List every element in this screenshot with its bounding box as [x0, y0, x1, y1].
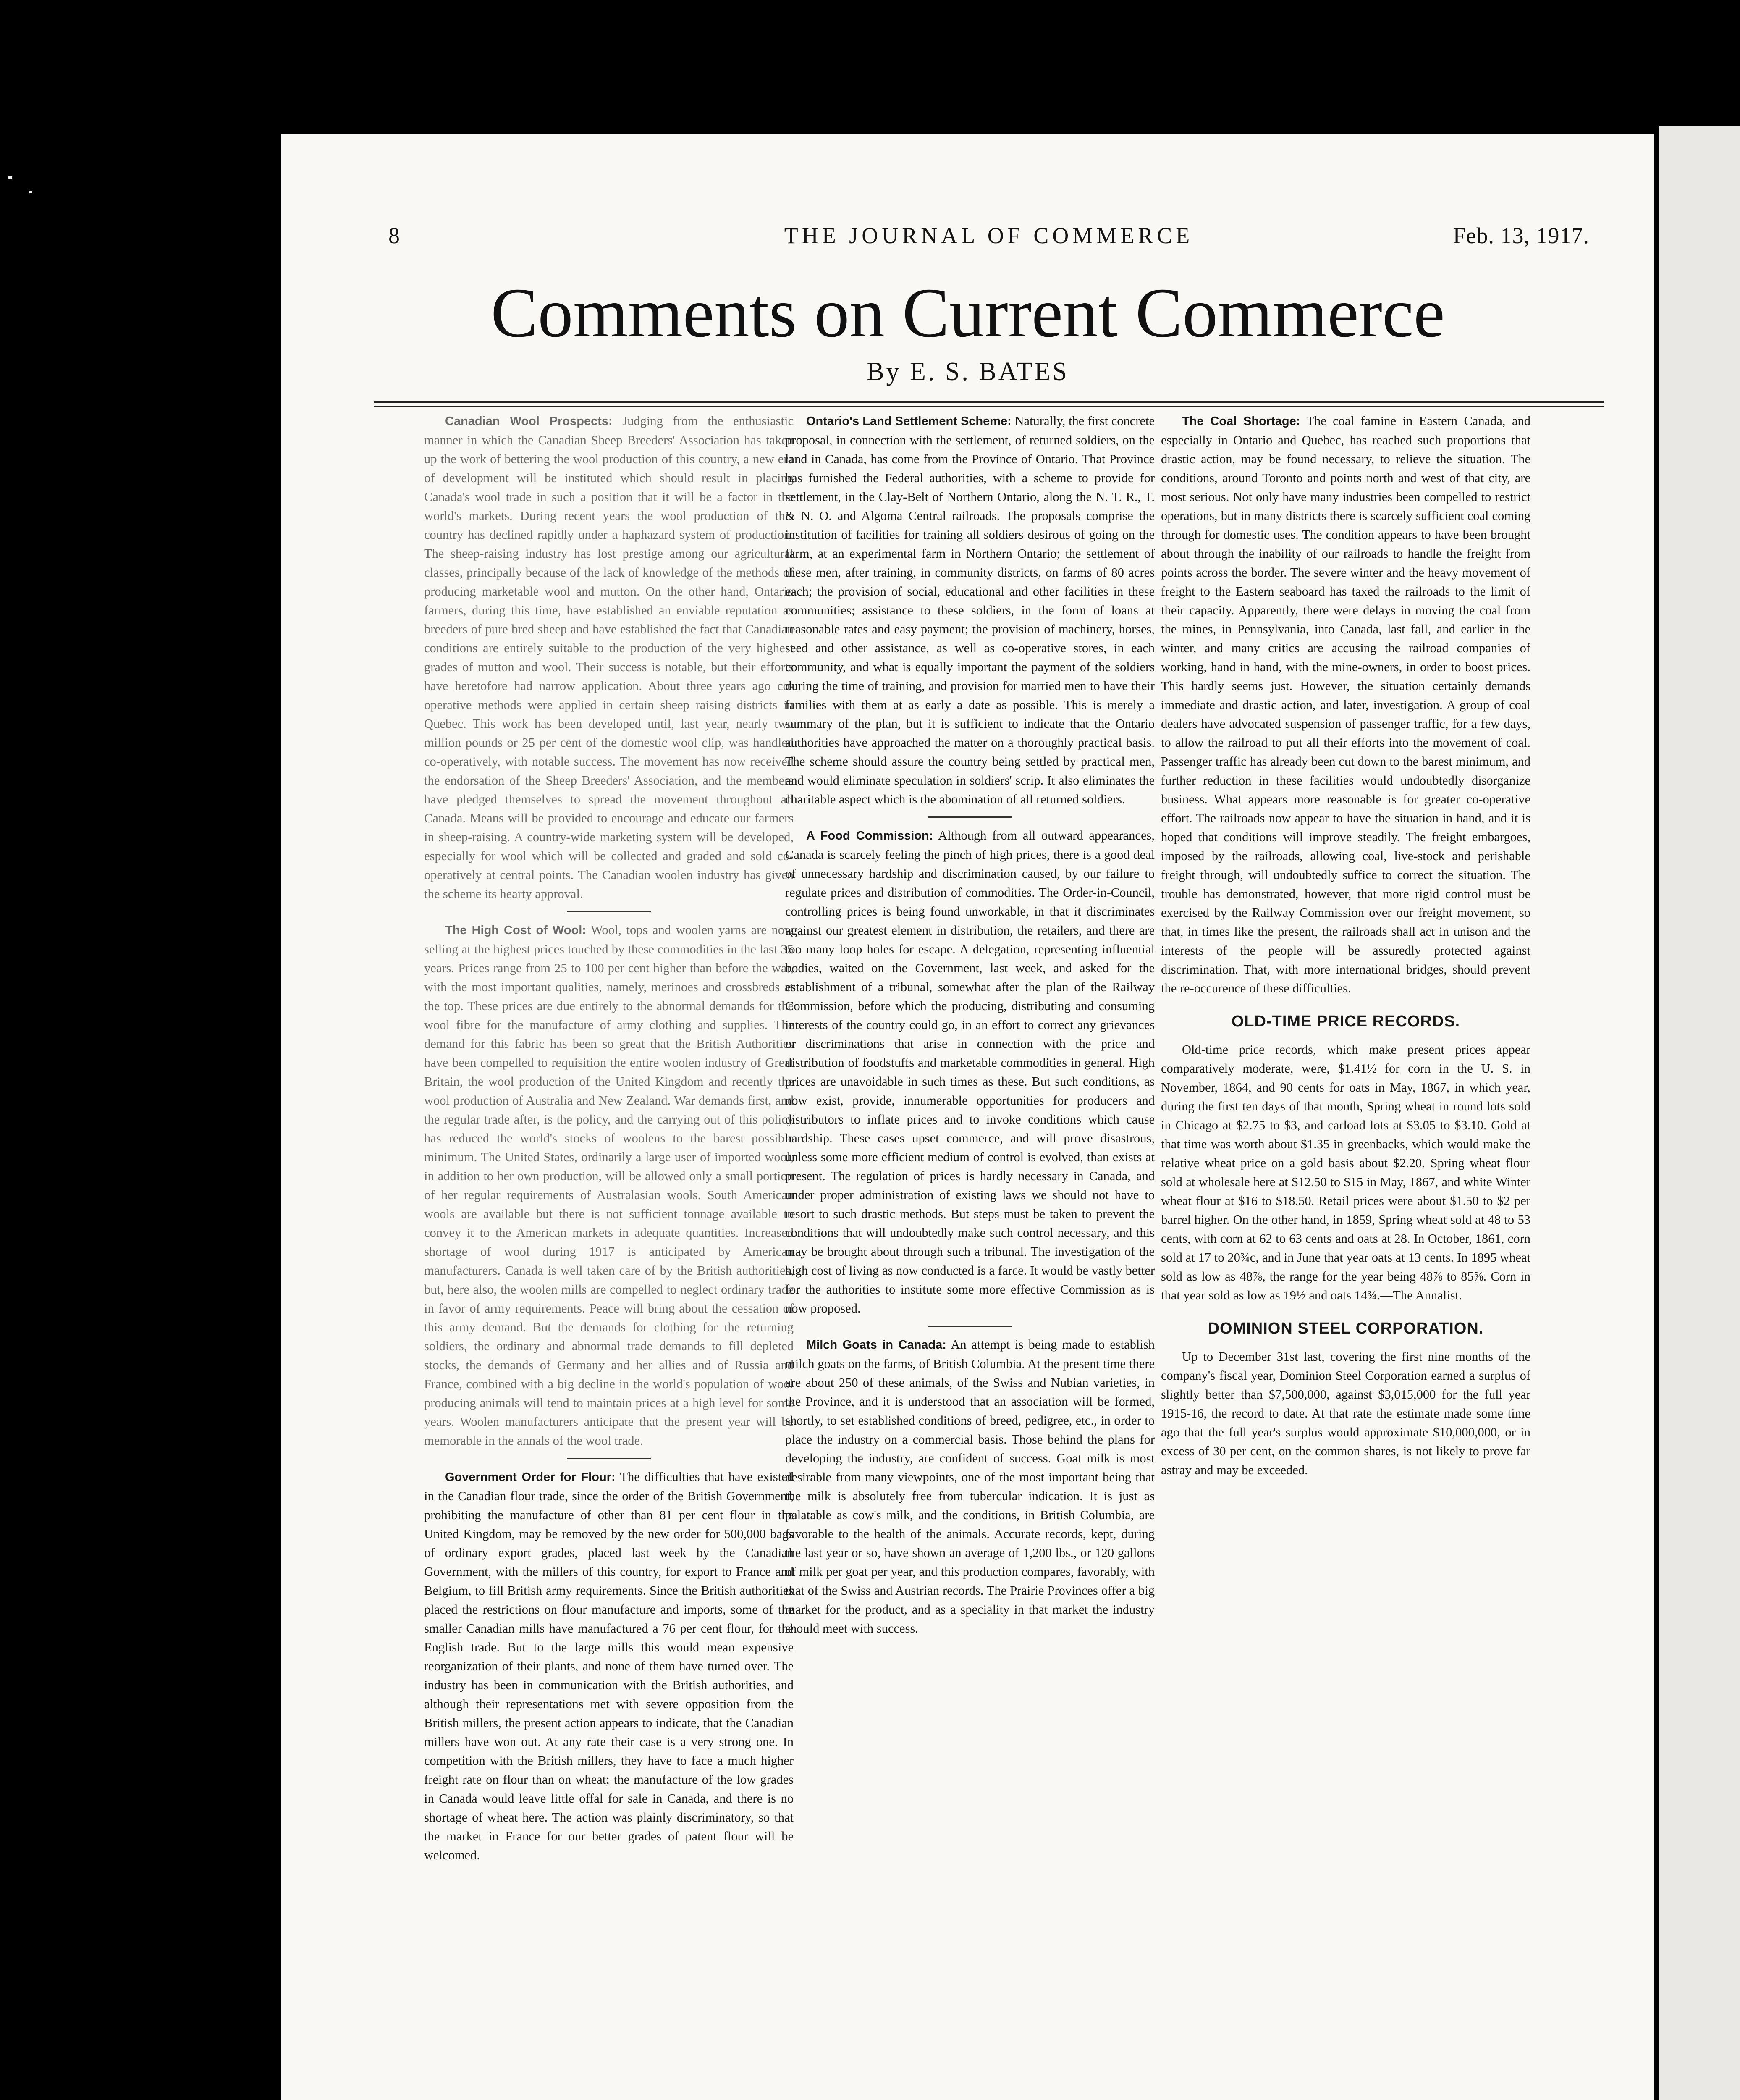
article-wool-prospects: [424, 412, 794, 903]
issue-date: Feb. 13, 1917.: [1453, 223, 1589, 248]
adjacent-page-edge: [1659, 126, 1740, 2100]
article-title: The High Cost of Wool:: [445, 924, 586, 937]
article-dominion-steel: Up to December 31st last, covering the first nine months of the company's fiscal year, Dominion Steel Corporation earned a surplus of slightly better than $7,500,000, against $3,015,000 for the full year 1915-16, the record to date. At that rate the estimate made some time ago that the full year's surplus would approximate $10,000,000, or in excess of 30 per cent, on the common shares, is not likely to prove far astray and may be exceeded.: [1161, 1349, 1530, 1477]
article-title: Milch Goats in Canada:: [806, 1338, 946, 1352]
newspaper-page: [281, 134, 1654, 2100]
headline: Comments on Current Commerce: [490, 274, 1445, 352]
article-body: The difficulties that have existed in the Canadian flour trade, since the order of the British Government, prohibiting the manufacture of other than 81 per cent flour in the United Kingdom, may be removed by the new order for 500,000 bags of ordinary export grades, placed last week by the Canadian Government, with the millers of this country, for export to France and Belgium, to fill British army requirements. Since the British authorities placed the restrictions on flour manufacture and imports, some of the smaller Canadian mills have manufactured a 76 per cent flour, for the English trade. But to the large mills this would mean expensive reorganization of their plants, and none of them have turned over. The industry has been in communication with the British authorities, and although their representations met with severe opposition from the British millers, the present action appears to indicate, that the Canadian millers have won out. At any rate their case is a very strong one. In competition with the British millers, they have to face a much higher freight rate on flour than on wheat; the manufacture of the low grades in Canada would leave little offal for sale in Canada, and there is no shortage of wheat here. The action was plainly discriminatory, so that the market in France for our better grades of patent flour will be welcomed.: [424, 1470, 794, 1862]
byline: By E. S. BATES: [867, 357, 1069, 386]
article-body: Judging from the enthusiastic manner in which the Canadian Sheep Breeders' Association has taken up the work of bettering the wool production of this country, a new era of development will be instituted which should result in placing Canada's wool trade in such a position that it will be a factor in the world's markets. During recent years the wool production of this country has declined rapidly under a haphazard system of production. The sheep-raising industry has lost prestige among our agricultural classes, principally because of the lack of knowledge of the methods of producing marketable wool and mutton. On the other hand, Ontario farmers, during this time, have established an enviable reputation as breeders of pure bred sheep and have established the fact that Canadian conditions are entirely suitable to the production of the very highest grades of mutton and wool. Their success is notable, but their efforts have heretofore had narrow application. About three years ago co-operative methods were applied in certain sheep raising districts in Quebec. This work has been developed until, last year, nearly two million pounds or 25 per cent of the domestic wool clip, was handled co-operatively, with notable success. The movement has now received the endorsation of the Sheep Breeders' Association, and the members have pledged themselves to spread the movement throughout all Canada. Means will be provided to encourage and educate our farmers in sheep-raising. A country-wide marketing system will be developed, especially for wool which will be collected and graded and sold co-operatively at central points. The Canadian woolen industry has given the scheme its hearty approval.: [424, 414, 794, 901]
article-body: Although from all outward appearances, Canada is scarcely feeling the pinch of high prices, there is a good deal of unnecessary hardship and discrimination caused, by our failure to regulate prices and distribution of commodities. The Order-in-Council, controlling prices is being found unworkable, in that it discriminates against our greatest element in distribution, the retailers, and there are too many loop holes for escape. A delegation, representing influential bodies, waited on the Government, last week, and asked for the establishment of a tribunal, somewhat after the plan of the Railway Commission, before which the producing, distributing and consuming interests of the country could go, in an effort to correct any grievances or discriminations that arise in connection with the price and distribution of foodstuffs and marketable commodities in general. High prices are unavoidable in such times as these. But such conditions, as now exist, provide, innumerable opportunities for producers and distributors to inflate prices and to invoke conditions which cause hardship. These cases upset commerce, and will prove disastrous, unless some more efficient medium of control is evolved, than exists at present. The regulation of prices is hardly necessary in Canada, and under proper administration of existing laws we should not have to resort to such drastic methods. But steps must be taken to prevent the conditions that will undoubtedly make such control necessary, and this may be brought about through such a tribunal. The investigation of the high cost of living as now conducted is a farce. It would be vastly better for the authorities to institute some more effective Commission as is now proposed.: [785, 828, 1155, 1315]
article-price-records: Old-time price records, which make present prices appear comparatively moderate, were, $1.41½ for corn in the U. S. in November, 1864, and 90 cents for oats in May, 1867, in which year, during the first ten days of that month, Spring wheat in round lots sold in Chicago at $2.75 to $3, and carload lots at $3.05 to $3.10. Gold at that time was worth about $1.35 in greenbacks, which would make the relative wheat price on a gold basis about $2.20. Spring wheat flour sold at wholesale here at $12.50 to $15 in May, 1867, and white Winter wheat flour at $16 to $18.50. Retail prices were about $1.50 to $2 per barrel higher. On the other hand, in 1859, Spring wheat sold at 48 to 53 cents, with corn at 62 to 63 cents and oats at 28. In October, 1861, corn sold at 17 to 20¾c, and in June that year oats at 13 cents. In 1895 wheat sold as low as 48⅞, the range for the year being 48⅞ to 85⅝. Corn in that year sold as low as 19½ and oats 14¾.—The Annalist.: [1161, 1042, 1530, 1302]
article-body: An attempt is being made to establish milch goats on the farms, of British Columbia. At the present time there are about 250 of these animals, of the Swiss and Nubian varieties, in the Province, and it is understood that an association will be formed, shortly, to set established conditions of breed, pedigree, etc., in order to place the industry on a commercial basis. Those behind the plans for developing the industry, are confident of success. Goat milk is most desirable from many viewpoints, one of the most important being that the milk is absolutely free from tubercular indication. It is just as palatable as cow's milk, and the conditions, in British Columbia, are favorable to the health of the animals. Accurate records, kept, during the last year or so, have shown an average of 1,200 lbs., or 120 gallons of milk per goat per year, and this production compares, favorably, with that of the Swiss and Austrian records. The Prairie Provinces offer a big market for the product, and as a speciality in that market the industry should meet with success.: [785, 1337, 1155, 1635]
section-heading-price-records: OLD-TIME PRICE RECORDS.: [1231, 1013, 1460, 1030]
section-divider: [567, 1458, 651, 1459]
section-divider: [928, 816, 1012, 818]
article-food-commission: [785, 826, 1155, 1318]
title-rule-thin: [374, 406, 1604, 407]
article-flour-order: [424, 1467, 794, 1865]
article-body: The coal famine in Eastern Canada, and especially in Ontario and Quebec, has reached such proportions that drastic action, may be found necessary, to relieve the situation. The conditions, around Toronto and points north and west of that city, are most serious. Not only have many industries been compelled to restrict operations, but in many districts there is scarcely sufficient coal coming through for domestic uses. The condition appears to have been brought about through the inability of our railroads to handle the freight from points across the border. The severe winter and the heavy movement of freight to the Eastern seaboard has taxed the railroads to the limit of their capacity. Apparently, there were delays in moving the coal from the mines, in Pennsylvania, into Canada, last fall, and earlier in the winter, and many critics are accusing the railroad companies of working, hand in hand, with the mine-owners, in order to boost prices. This hardly seems just. However, the situation certainly demands immediate and drastic action, and later, investigation. A group of coal dealers have advocated suspension of passenger traffic, for a few days, to allow the railroad to put all their efforts into the movement of coal. Passenger traffic has already been cut down to the barest minimum, and further reduction in these facilities would undoubtedly disorganize business. What appears more reasonable is for greater co-operative effort. The railroads now appear to have the situation in hand, and it is hoped that conditions will improve steadily. The freight embargoes, imposed by the railroads, allowing coal, live-stock and perishable freight through, will undoubtedly suffice to correct the situation. The trouble has demonstrated, however, that more rigid control must be exercised by the Railway Commission over our freight movement, so that, in times like the present, the railroads shall act in unison and the interests of the people will be assuredly protected against discrimination. That, with more international bridges, should prevent the re-occurence of these difficulties.: [1161, 414, 1530, 995]
column-2: [785, 412, 1155, 1646]
article-coal-shortage: [1161, 412, 1530, 998]
article-cost-of-wool: [424, 921, 794, 1450]
article-body: Naturally, the first concrete proposal, in connection with the settlement, of returned soldiers, on the land in Canada, has come from the Province of Ontario. That Province has furnished the Federal authorities, with a scheme to provide for settlement, in the Clay-Belt of Northern Ontario, along the N. T. R., T. & N. O. and Algoma Central railroads. The proposals comprise the institution of facilities for training all soldiers desirous of going on the farm, at an experimental farm in Northern Ontario; the settlement of these men, after training, in community districts, on farms of 80 acres each; the provision of social, educational and other facilities in these communities; assistance to these soldiers, in the form of loans at reasonable rates and easy payment; the provision of machinery, horses, seed and other assistance, as well as co-operative stores, in each community, and what is equally important the payment of the soldiers during the time of training, and provision for married men to have their families with them at as early a date as possible. This is merely a summary of the plan, but it is sufficient to indicate that the Ontario authorities have approached the matter on a thoroughly practical basis. The scheme should assure the country being settled by practical men, and would eliminate speculation in soldiers' scrip. It also eliminates the charitable aspect which is the abomination of all returned soldiers.: [785, 414, 1155, 806]
article-title: A Food Commission:: [806, 829, 933, 843]
journal-name: THE JOURNAL OF COMMERCE: [784, 223, 1194, 248]
section-heading-dominion-steel: DOMINION STEEL CORPORATION.: [1208, 1320, 1484, 1337]
page-number: 8: [388, 223, 401, 248]
article-milch-goats: [785, 1335, 1155, 1638]
article-title: Canadian Wool Prospects:: [445, 415, 613, 428]
article-title: The Coal Shortage:: [1182, 415, 1300, 428]
scan-speck: [8, 176, 12, 179]
article-title: Government Order for Flour:: [445, 1470, 616, 1484]
running-header: [388, 223, 1589, 256]
article-land-settlement: [785, 412, 1155, 809]
column-3: [1161, 412, 1530, 1487]
article-title: Ontario's Land Settlement Scheme:: [806, 415, 1012, 428]
section-divider: [928, 1326, 1012, 1327]
section-divider: [567, 911, 651, 912]
scan-speck: [29, 191, 32, 193]
column-1: [424, 412, 794, 1872]
title-rule-thick: [374, 401, 1604, 403]
article-body: Wool, tops and woolen yarns are now selling at the highest prices touched by these commodities in the last 35 years. Prices range from 25 to 100 per cent higher than before the war, with the most important qualities, namely, merinoes and crossbreds at the top. These prices are due entirely to the abnormal demands for the wool fibre for the manufacture of army clothing and supplies. The demand for this fabric has been so great that the British Authorities have been compelled to requisition the entire woolen industry of Great Britain, the wool production of the United Kingdom and recently the wool production of Australia and New Zealand. War demands first, and the regular trade after, is the policy, and the carrying out of this policy has reduced the world's stocks of woolens to the barest possible minimum. The United States, ordinarily a large user of imported wool, in addition to her own production, will be allowed only a small portion of her regular requirements of Australasian wools. South American wools are available but there is not sufficient tonnage available to convey it to the American markets in adequate quantities. Increased shortage of wool during 1917 is anticipated by American manufacturers. Canada is well taken care of by the British authorities, but, here also, the woolen mills are compelled to neglect ordinary trade in favor of army requirements. Peace will bring about the cessation of this army demand. But the demands for clothing for the returning soldiers, the ordinary and abnormal trade demands to fill depleted stocks, the demands of Germany and her allies and of Russia and France, combined with a big decline in the world's population of wool producing animals will tend to maintain prices at a high level for some years. Woolen manufacturers anticipate that the present year will be memorable in the annals of the wool trade.: [424, 923, 794, 1448]
